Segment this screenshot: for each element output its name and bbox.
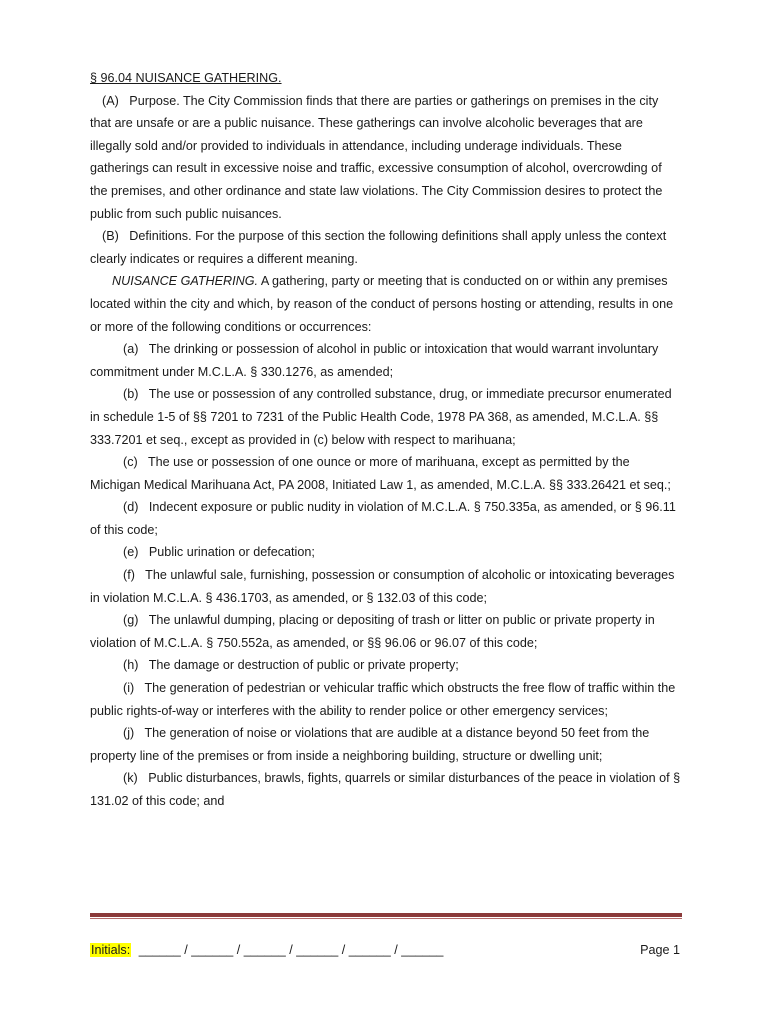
item-label: (f) (123, 568, 135, 583)
item-text: Public urination or defecation; (148, 545, 315, 560)
section-title: § 96.04 NUISANCE GATHERING. (90, 71, 282, 85)
item-label: (i) (123, 681, 135, 696)
paragraph-a (90, 90, 682, 226)
item-label: (j) (123, 726, 135, 741)
initials-label: Initials: (91, 943, 131, 957)
item-label: (b) (123, 387, 139, 402)
item-label: (a) (123, 342, 139, 357)
definition-term: NUISANCE GATHERING. (112, 274, 259, 289)
item-text: The drinking or possession of alcohol in public or intoxication that would warrant involuntary commitment under M.C.L.A. § 330.1276, as amended; (90, 342, 659, 379)
item-text: Indecent exposure or public nudity in violation of M.C.L.A. § 750.335a, as amended, or § 96.11 of this code; (90, 500, 676, 537)
list-item (90, 609, 682, 654)
list-item (90, 496, 682, 541)
item-label: (h) (123, 658, 139, 673)
item-label: (g) (123, 613, 139, 628)
list-item (90, 541, 682, 564)
definition-paragraph (90, 270, 682, 338)
item-text: The generation of pedestrian or vehicular traffic which obstructs the free flow of traffic within the public rights-of-way or interferes with the ability to render police or other emergency services; (90, 681, 676, 718)
list-item (90, 383, 682, 451)
footer-divider (90, 913, 682, 917)
page-number: Page 1 (640, 943, 680, 957)
item-text: Public disturbances, brawls, fights, quarrels or similar disturbances of the peace in violation of § 131.02 of this code; and (90, 771, 681, 808)
item-text: The use or possession of one ounce or more of marihuana, except as permitted by the Michigan Medical Marihuana Act, PA 2008, Initiated Law 1, as amended, M.C.L.A. §§ 333.26421 et seq.; (90, 455, 671, 492)
list-item (90, 338, 682, 383)
list-item (90, 722, 682, 767)
item-label: (c) (123, 455, 138, 470)
page-footer (90, 938, 682, 962)
paragraph-label: (A) (102, 93, 119, 108)
definition-text: A gathering, party or meeting that is conducted on or within any premises located within the city and which, by reason of the conduct of persons hosting or attending, results in one or more of the following conditions or occurrences: (90, 274, 674, 334)
list-item (90, 451, 682, 496)
list-item (90, 654, 682, 677)
paragraph-label: (B) (102, 229, 119, 244)
item-text: The use or possession of any controlled substance, drug, or immediate precursor enumerated in schedule 1-5 of §§ 7201 to 7231 of the Public Health Code, 1978 PA 368, as amended, M.C.L.A. §§ 333.7201 et seq., except as provided in (c) below with respect to marihuana; (90, 387, 672, 447)
paragraph-text: Purpose. The City Commission finds that there are parties or gatherings on premises in the city that are unsafe or are a public nuisance. These gatherings can involve alcoholic beverages that are illegally sold and/or provided to individuals in attendance, including underage individuals. These gatherings can result in excessive noise and traffic, excessive consumption of alcohol, overcrowding of the premises, and other ordinance and state law violations. The City Commission desires to protect the public from such public nuisances. (90, 93, 663, 221)
item-text: The unlawful sale, furnishing, possession or consumption of alcoholic or intoxicating beverages in violation M.C.L.A. § 436.1703, as amended, or § 132.03 of this code; (90, 568, 675, 605)
list-item (90, 564, 682, 609)
document-body (90, 67, 682, 813)
paragraph-b (90, 225, 682, 270)
item-text: The unlawful dumping, placing or depositing of trash or litter on public or private property in violation of M.C.L.A. § 750.552a, as amended, or §§ 96.06 or 96.07 of this code; (90, 613, 655, 650)
item-label: (d) (123, 500, 139, 515)
item-label: (k) (123, 771, 138, 786)
list-item (90, 767, 682, 812)
initials-blanks: ______ / ______ / ______ / ______ / ______ / ______ (138, 943, 444, 957)
item-label: (e) (123, 545, 139, 560)
item-text: The damage or destruction of public or private property; (148, 658, 459, 673)
paragraph-text: Definitions. For the purpose of this section the following definitions shall apply unless the context clearly indicates or requires a different meaning. (90, 229, 667, 266)
item-text: The generation of noise or violations that are audible at a distance beyond 50 feet from the property line of the premises or from inside a neighboring building, structure or dwelling unit; (90, 726, 650, 763)
list-item (90, 677, 682, 722)
footer-divider-thin (90, 918, 682, 919)
